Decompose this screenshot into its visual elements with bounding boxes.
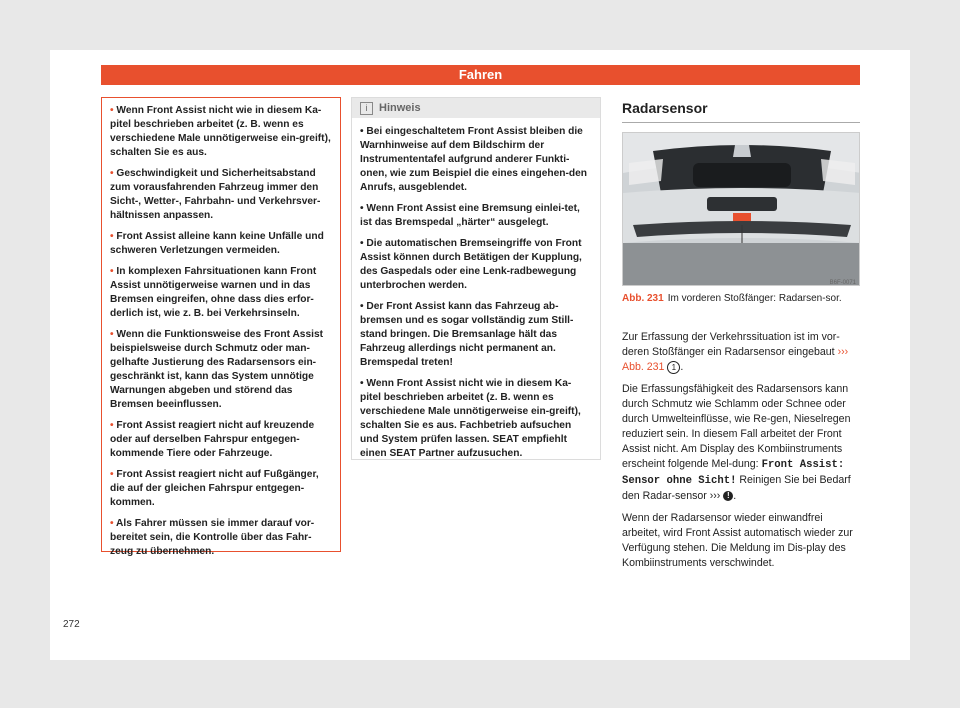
radar-sensor-figure — [622, 132, 860, 286]
body-text — [622, 330, 860, 578]
warning-item: • Front Assist reagiert nicht auf Fußgänger, die auf der gleichen Fahrspur entgegen-kommen. — [110, 469, 319, 508]
car-front-illustration — [623, 133, 860, 286]
warning-item: • In komplexen Fahrsituationen kann Front Assist unnötigerweise warnen und in das Bremsen eingreifen, ohne dass dies erfor-derlich ist, wie z. B. bei Verkehrsinseln. — [110, 266, 317, 319]
paragraph: Zur Erfassung der Verkehrssituation ist im vor-deren Stoßfänger ein Radarsensor eingebaut ››› Abb. 231 1 . — [622, 331, 849, 373]
warning-item: • Front Assist alleine kann keine Unfälle und schweren Verletzungen vermeiden. — [110, 231, 324, 256]
warning-ref[interactable]: ››› — [709, 490, 721, 502]
warning-item: • Front Assist reagiert nicht auf kreuzende oder auf derselben Fahrspur entgegen-kommende Tiere oder Fahrzeuge. — [110, 420, 315, 459]
note-item: • Die automatischen Bremseingriffe von Front Assist können durch Betätigen der Kupplung, des Gaspedals oder eine Lenk-radbewegung unterbrochen werden. — [360, 238, 582, 291]
page-number: 272 — [63, 619, 80, 630]
caption-text: Im vorderen Stoßfänger: Radarsen-sor. — [667, 293, 842, 304]
display-message: Front Assist: Sensor ohne Sicht! — [622, 459, 845, 487]
paragraph: Wenn der Radarsensor wieder einwandfrei arbeitet, wird Front Assist automatisch wieder zur Verfügung stehen. Die Meldung im Dis-play des Kombiinstruments verschwindet. — [622, 512, 853, 569]
callout-ref: 1 — [667, 361, 680, 374]
note-box — [351, 97, 601, 460]
caption-label: Abb. 231 — [622, 293, 664, 304]
warning-item: • Geschwindigkeit und Sicherheitsabstand zum vorausfahrenden Fahrzeug immer den Sicht-, Wetter-, Fahrbahn- und Verkehrsver-hältnissen anpassen. — [110, 168, 321, 221]
note-header — [352, 98, 600, 118]
figure-code: B6F-0071 — [829, 280, 856, 286]
warning-icon: ! — [723, 491, 733, 501]
note-item: • Wenn Front Assist eine Bremsung einlei-tet, ist das Bremspedal „härter“ ausgelegt. — [360, 203, 580, 228]
chapter-header: Fahren — [101, 65, 860, 85]
section-title: Radarsensor — [622, 100, 860, 123]
note-item: • Bei eingeschaltetem Front Assist bleiben die Warnhinweise auf dem Bildschirm der Instrumententafel aufgrund anderer Funkti-onen, wie zum Beispiel die eines eingehen-den Anrufs, ausgeblendet. — [360, 126, 588, 193]
note-item: • Wenn Front Assist nicht wie in diesem Ka-pitel beschrieben arbeitet (z. B. wenn es verschiedene Male unnötigerweise ein-greift), schalten Sie es aus. Fachbetrieb aufsuchen und System prüfen lassen. SEAT empfiehlt einen SEAT Partner aufzusuchen. — [360, 378, 581, 459]
figure-caption — [622, 292, 860, 305]
info-icon: i — [360, 102, 373, 115]
figure-link[interactable]: ››› Abb. 231 — [622, 346, 849, 373]
note-item: • Der Front Assist kann das Fahrzeug ab-bremsen und es sogar vollständig zum Still-stand bringen. Die Bremsanlage hält das Fahrzeug allerdings nicht permanent an. Bremspedal treten! — [360, 301, 574, 368]
warning-box — [101, 97, 341, 557]
warning-item: • Wenn Front Assist nicht wie in diesem Ka-pitel beschrieben arbeitet (z. B. wenn es verschiedene Male unnötigerweise ein-greift), schalten Sie es aus. — [110, 105, 331, 158]
warning-item: • Wenn die Funktionsweise des Front Assist beispielsweise durch Schmutz oder man-gelhafte Justierung des Radarsensors ein-geschränkt ist, kann das System unnötige Warnungen abgeben und störend das Bremsen beeinflussen. — [110, 329, 324, 410]
paragraph: Die Erfassungsfähigkeit des Radarsensors kann durch Schmutz wie Schlamm oder Schnee oder durch Umwelteinflüsse, wie Re-gen, Nieselregen reduziert sein. In diesem Fall arbeitet der Front Assist nicht. Am Display des Kombiinstruments erscheint folgende Mel-dung: Front Assist: Sensor ohne Sicht! Reinigen Sie bei Bedarf den Radar-sensor ››› ! . — [622, 383, 851, 502]
warning-item: • Als Fahrer müssen sie immer darauf vor-bereitet sein, die Kontrolle über das Fahr-zeug zu übernehmen. — [110, 518, 315, 557]
note-title: Hinweis — [379, 102, 421, 114]
